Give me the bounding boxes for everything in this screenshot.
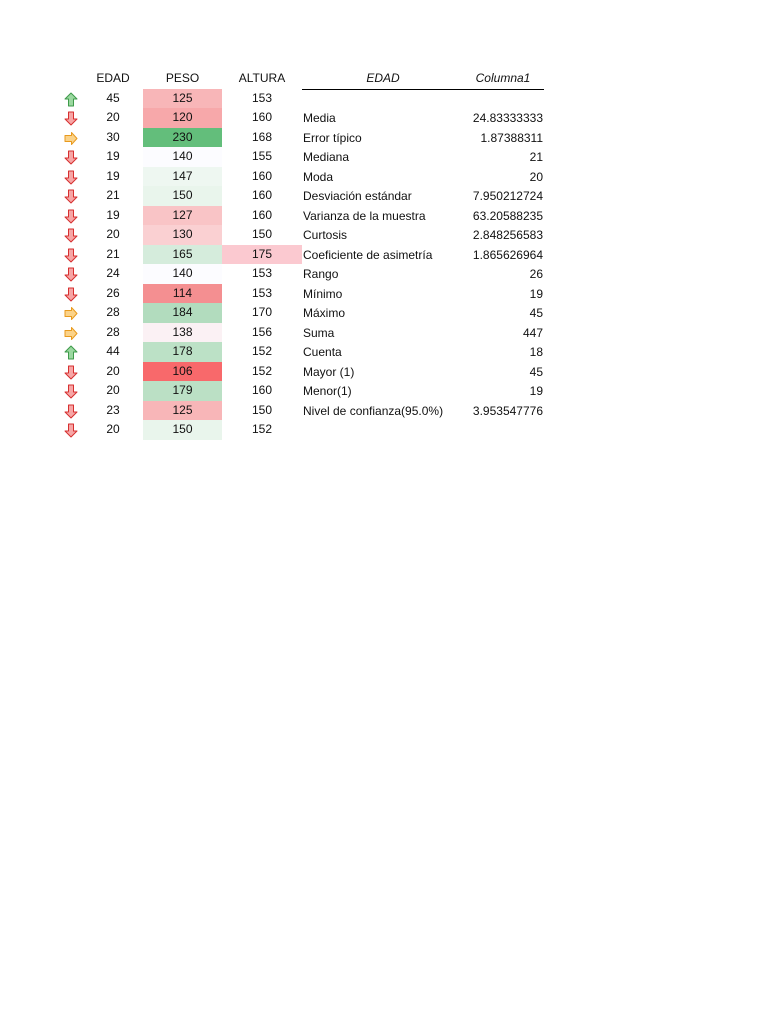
edad-cell[interactable]: 44 [106, 344, 120, 358]
edad-cell[interactable]: 20 [106, 383, 120, 397]
stat-label[interactable]: Media [303, 111, 336, 125]
down-arrow-icon [64, 423, 78, 438]
peso-cell[interactable]: 125 [143, 89, 222, 109]
peso-cell[interactable]: 184 [143, 303, 222, 323]
table-row [58, 284, 302, 304]
edad-cell[interactable]: 21 [106, 188, 120, 202]
stats-row [302, 148, 544, 168]
stat-value[interactable]: 1.87388311 [480, 130, 543, 145]
peso-cell[interactable]: 140 [143, 147, 222, 167]
table-row [58, 323, 302, 343]
trend-icon-cell[interactable] [58, 401, 83, 421]
edad-cell[interactable]: 28 [106, 305, 120, 319]
trend-icon-cell[interactable] [58, 420, 83, 440]
edad-cell[interactable]: 19 [106, 207, 120, 222]
table-row [58, 264, 302, 284]
stat-value[interactable]: 45 [529, 364, 543, 379]
table-row [58, 303, 302, 323]
table-row [58, 167, 302, 187]
stat-value[interactable]: 1.865626964 [472, 247, 543, 262]
edad-cell[interactable]: 19 [106, 168, 120, 183]
edad-cell[interactable]: 30 [106, 129, 120, 144]
stat-value[interactable]: 20 [529, 169, 543, 184]
down-arrow-icon [64, 267, 78, 282]
stats-row [302, 402, 544, 422]
altura-cell[interactable]: 152 [251, 344, 273, 358]
down-arrow-icon [64, 170, 78, 185]
right-arrow-icon [64, 306, 78, 321]
peso-cell[interactable]: 179 [143, 381, 222, 401]
down-arrow-icon [64, 365, 78, 380]
trend-icon-cell[interactable] [58, 381, 83, 401]
trend-icon-cell[interactable] [58, 89, 83, 109]
edad-cell[interactable]: 21 [106, 246, 120, 261]
stats-row [302, 382, 544, 402]
stats-header-label[interactable]: EDAD [302, 69, 463, 89]
altura-cell[interactable]: 152 [251, 422, 273, 436]
trend-icon-cell[interactable] [58, 245, 83, 265]
stat-label[interactable] [302, 89, 463, 109]
up-arrow-icon [64, 345, 78, 360]
altura-cell[interactable]: 175 [222, 245, 302, 265]
table-row [58, 362, 302, 382]
down-arrow-icon [64, 384, 78, 399]
edad-cell[interactable]: 20 [106, 422, 120, 436]
peso-cell[interactable]: 125 [143, 401, 222, 421]
peso-cell[interactable]: 165 [143, 245, 222, 265]
peso-cell[interactable]: 147 [143, 167, 222, 187]
stat-label[interactable]: Suma [303, 325, 335, 340]
stats-row [302, 265, 544, 285]
down-arrow-icon [64, 248, 78, 263]
altura-cell[interactable]: 156 [251, 324, 273, 339]
stats-row [302, 168, 544, 188]
stats-row [302, 129, 544, 149]
edad-cell[interactable]: 24 [106, 266, 120, 280]
peso-cell[interactable]: 106 [143, 362, 222, 382]
stat-label[interactable]: Cuenta [303, 345, 342, 359]
altura-cell[interactable]: 160 [251, 383, 273, 397]
stat-value[interactable]: 3.953547776 [472, 403, 543, 418]
stats-row [302, 89, 544, 109]
peso-cell[interactable]: 150 [143, 186, 222, 206]
peso-cell[interactable]: 130 [143, 225, 222, 245]
peso-cell[interactable]: 150 [143, 420, 222, 440]
stat-label[interactable]: Coeficiente de asimetría [303, 247, 433, 262]
stats-body [302, 89, 544, 421]
edad-cell[interactable]: 20 [106, 110, 120, 124]
stat-label[interactable]: Moda [303, 169, 334, 184]
table-row [58, 206, 302, 226]
peso-header[interactable]: PESO [165, 71, 200, 85]
down-arrow-icon [64, 209, 78, 224]
stat-value[interactable]: 24.83333333 [472, 111, 543, 125]
stat-value[interactable]: 19 [529, 286, 543, 301]
table-row [58, 401, 302, 421]
table-row [58, 342, 302, 362]
stat-value[interactable] [463, 89, 544, 109]
edad-cell[interactable]: 23 [106, 402, 120, 417]
altura-header[interactable]: ALTURA [238, 71, 286, 85]
trend-icon-cell[interactable] [58, 362, 83, 382]
stats-row [302, 343, 544, 363]
stat-label[interactable]: Rango [303, 267, 339, 281]
stat-label[interactable]: Mediana [303, 150, 350, 164]
peso-cell[interactable]: 138 [143, 323, 222, 343]
table-row [58, 186, 302, 206]
stats-row [302, 207, 544, 227]
stat-label[interactable]: Menor(1) [303, 384, 352, 398]
altura-cell[interactable]: 153 [251, 90, 273, 105]
altura-cell[interactable]: 160 [251, 168, 273, 183]
stat-value[interactable]: 26 [529, 267, 543, 281]
up-arrow-icon [64, 92, 78, 107]
icon-header-cell [58, 69, 83, 89]
peso-cell[interactable]: 178 [143, 342, 222, 362]
stats-row [302, 363, 544, 383]
table-row [58, 89, 302, 109]
stats-row [302, 109, 544, 129]
stats-row [302, 246, 544, 266]
edad-cell[interactable]: 26 [106, 285, 120, 300]
table-row [58, 420, 302, 440]
stat-label[interactable]: Mínimo [303, 286, 343, 301]
trend-icon-cell[interactable] [58, 303, 83, 323]
table-row [58, 381, 302, 401]
stats-table [302, 69, 544, 421]
altura-cell[interactable]: 168 [251, 129, 273, 144]
trend-icon-cell[interactable] [58, 206, 83, 226]
stats-row [302, 304, 544, 324]
peso-cell[interactable]: 120 [143, 108, 222, 128]
trend-icon-cell[interactable] [58, 108, 83, 128]
stat-label[interactable]: Desviación estándar [303, 189, 412, 203]
stat-label[interactable]: Nivel de confianza(95.0%) [303, 403, 444, 418]
stat-label[interactable]: Máximo [303, 306, 346, 320]
stat-label[interactable]: Mayor (1) [303, 364, 355, 379]
stats-header-value[interactable]: Columna1 [463, 69, 544, 89]
stats-header-row [302, 69, 544, 89]
stat-label[interactable]: Curtosis [303, 228, 348, 242]
table-row [58, 147, 302, 167]
trend-icon-cell[interactable] [58, 186, 83, 206]
peso-cell[interactable]: 127 [143, 206, 222, 226]
stat-label[interactable]: Varianza de la muestra [303, 208, 426, 223]
peso-cell[interactable]: 140 [143, 264, 222, 284]
trend-icon-cell[interactable] [58, 225, 83, 245]
trend-icon-cell[interactable] [58, 284, 83, 304]
stats-row [302, 324, 544, 344]
edad-cell[interactable]: 28 [106, 324, 120, 339]
down-arrow-icon [64, 404, 78, 419]
trend-icon-cell[interactable] [58, 147, 83, 167]
stat-value[interactable]: 2.848256583 [472, 228, 543, 242]
trend-icon-cell[interactable] [58, 128, 83, 148]
altura-cell[interactable]: 160 [251, 110, 273, 124]
stats-row [302, 226, 544, 246]
altura-cell[interactable]: 153 [251, 266, 273, 280]
table-row [58, 245, 302, 265]
down-arrow-icon [64, 189, 78, 204]
edad-cell[interactable]: 45 [106, 90, 120, 105]
stat-value[interactable]: 63.20588235 [472, 208, 543, 223]
down-arrow-icon [64, 150, 78, 165]
down-arrow-icon [64, 287, 78, 302]
data-body [58, 89, 302, 440]
altura-cell[interactable]: 150 [251, 227, 273, 241]
stat-value[interactable]: 19 [529, 384, 543, 398]
data-table [58, 69, 302, 440]
trend-icon-cell[interactable] [58, 323, 83, 343]
stat-value[interactable]: 45 [529, 306, 543, 320]
table-row [58, 225, 302, 245]
data-header-row [58, 69, 302, 89]
stat-value[interactable]: 21 [529, 150, 543, 164]
edad-header[interactable]: EDAD [96, 71, 130, 85]
right-arrow-icon [64, 326, 78, 341]
altura-cell[interactable]: 155 [251, 149, 273, 163]
stats-row [302, 285, 544, 305]
trend-icon-cell[interactable] [58, 342, 83, 362]
peso-cell[interactable]: 114 [143, 284, 222, 304]
stats-row [302, 187, 544, 207]
altura-cell[interactable]: 170 [251, 305, 273, 319]
down-arrow-icon [64, 228, 78, 243]
right-arrow-icon [64, 131, 78, 146]
stat-value[interactable]: 447 [522, 325, 543, 340]
edad-cell[interactable]: 20 [106, 363, 120, 378]
altura-cell[interactable]: 150 [251, 402, 273, 417]
edad-cell[interactable]: 20 [106, 227, 120, 241]
altura-cell[interactable]: 160 [251, 188, 273, 202]
stat-value[interactable]: 7.950212724 [472, 189, 543, 203]
table-row [58, 108, 302, 128]
peso-cell[interactable]: 230 [143, 128, 222, 148]
stat-value[interactable]: 18 [529, 345, 543, 359]
trend-icon-cell[interactable] [58, 264, 83, 284]
altura-cell[interactable]: 153 [251, 285, 273, 300]
down-arrow-icon [64, 111, 78, 126]
stat-label[interactable]: Error típico [303, 130, 362, 145]
altura-cell[interactable]: 152 [251, 363, 273, 378]
table-row [58, 128, 302, 148]
altura-cell[interactable]: 160 [251, 207, 273, 222]
trend-icon-cell[interactable] [58, 167, 83, 187]
edad-cell[interactable]: 19 [106, 149, 120, 163]
